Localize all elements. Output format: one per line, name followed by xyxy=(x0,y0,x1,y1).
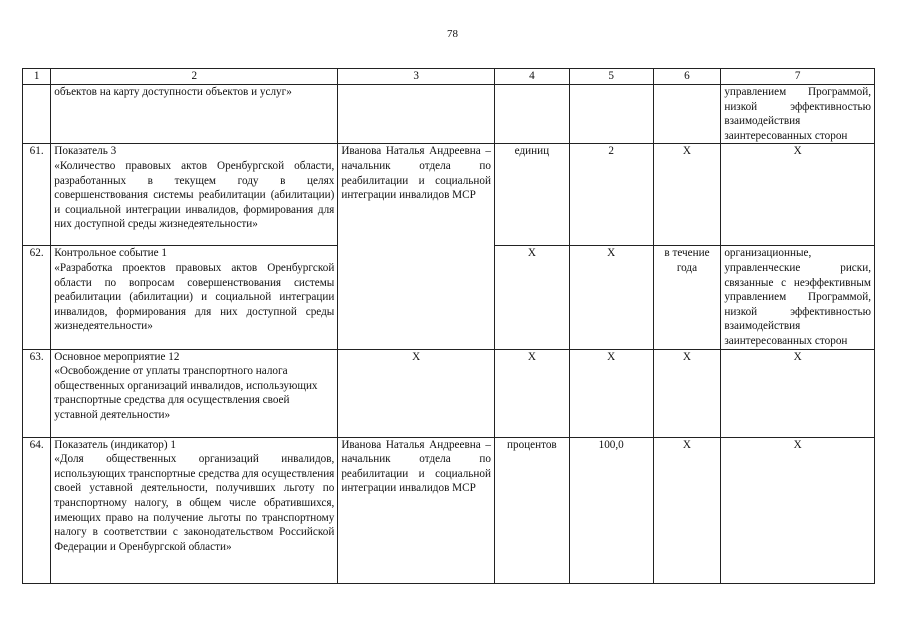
continuation-row xyxy=(23,85,875,144)
measures-table xyxy=(22,68,875,584)
column-number: 3 xyxy=(338,69,495,85)
value-cell: Х xyxy=(569,246,653,349)
empty-cell xyxy=(653,85,721,144)
responsible-cell: Х xyxy=(338,349,495,437)
unit-cell: процентов xyxy=(494,437,569,583)
unit-cell: Х xyxy=(494,246,569,349)
description-cell xyxy=(51,144,338,246)
column-number: 5 xyxy=(569,69,653,85)
column-number: 7 xyxy=(721,69,875,85)
unit-cell: единиц xyxy=(494,144,569,246)
term-cell: Х xyxy=(653,437,721,583)
item-description: «Разработка проектов правовых актов Оренбургской области по вопросам совершенствования системы реабилитации (абилитации) и социальной интеграции инвалидов, формирования для них доступной среды жизнедеятельности» xyxy=(54,261,335,333)
item-title: Контрольное событие 1 xyxy=(54,247,168,260)
column-number: 6 xyxy=(653,69,721,85)
table-row xyxy=(23,349,875,437)
row-number: 62. xyxy=(23,246,51,349)
responsible-cell: Иванова Наталья Андреевна – начальник отдела по реабилитации и социальной интеграции инвалидов МСР xyxy=(338,144,495,349)
row-number-cell xyxy=(23,85,51,144)
empty-cell xyxy=(569,85,653,144)
page-number: 78 xyxy=(447,28,458,40)
risk-cell: Х xyxy=(721,144,875,246)
table-row xyxy=(23,437,875,583)
unit-cell: Х xyxy=(494,349,569,437)
column-number: 4 xyxy=(494,69,569,85)
table-row xyxy=(23,144,875,246)
column-number: 2 xyxy=(51,69,338,85)
term-cell: Х xyxy=(653,349,721,437)
risk-cell: Х xyxy=(721,349,875,437)
value-cell: Х xyxy=(569,349,653,437)
risk-cell: Х xyxy=(721,437,875,583)
row-number: 64. xyxy=(23,437,51,583)
empty-cell xyxy=(338,85,495,144)
item-title: Показатель (индикатор) 1 xyxy=(54,438,176,451)
item-description: «Количество правовых актов Оренбургской области, разработанных в текущем году в целях совершенствования системы реабилитации (абилитации) и социальной интеграции инвалидов, формирования для них доступной среды жизнедеятельности» xyxy=(54,159,335,231)
item-description: «Доля общественных организаций инвалидов, использующих транспортные средства для осуществления своей уставной деятельности, получивших льготу по транспортному налогу, в общем числе обратившихся, имеющих право на получение льготы по транспортному налогу в соответствии с законодательством Российской Федерации и Оренбургской области» xyxy=(54,453,335,553)
description-cell xyxy=(51,437,338,583)
risk-cell: организационные, управленческие риски, связанные с неэффективным управлением Программой, низкой эффективностью взаимодействия заинтересованных сторон xyxy=(721,246,875,349)
description-cell xyxy=(51,246,338,349)
term-cell: в течение года xyxy=(653,246,721,349)
empty-cell xyxy=(494,85,569,144)
column-number-row xyxy=(23,69,875,85)
value-cell: 2 xyxy=(569,144,653,246)
value-cell: 100,0 xyxy=(569,437,653,583)
item-description: «Освобождение от уплаты транспортного налога общественных организаций инвалидов, использующих транспортные средства для осуществления своей уставной деятельности» xyxy=(54,365,318,421)
term-cell: Х xyxy=(653,144,721,246)
item-title: Показатель 3 xyxy=(54,145,117,158)
row-number: 61. xyxy=(23,144,51,246)
row-number: 63. xyxy=(23,349,51,437)
responsible-cell: Иванова Наталья Андреевна – начальник отдела по реабилитации и социальной интеграции инвалидов МСР xyxy=(338,437,495,583)
item-title: Основное мероприятие 12 xyxy=(54,350,180,363)
continued-risks: управлением Программой, низкой эффективностью взаимодействия заинтересованных сторон xyxy=(721,85,875,144)
description-cell xyxy=(51,349,338,437)
continued-description: объектов на карту доступности объектов и услуг» xyxy=(51,85,338,144)
column-number: 1 xyxy=(23,69,51,85)
